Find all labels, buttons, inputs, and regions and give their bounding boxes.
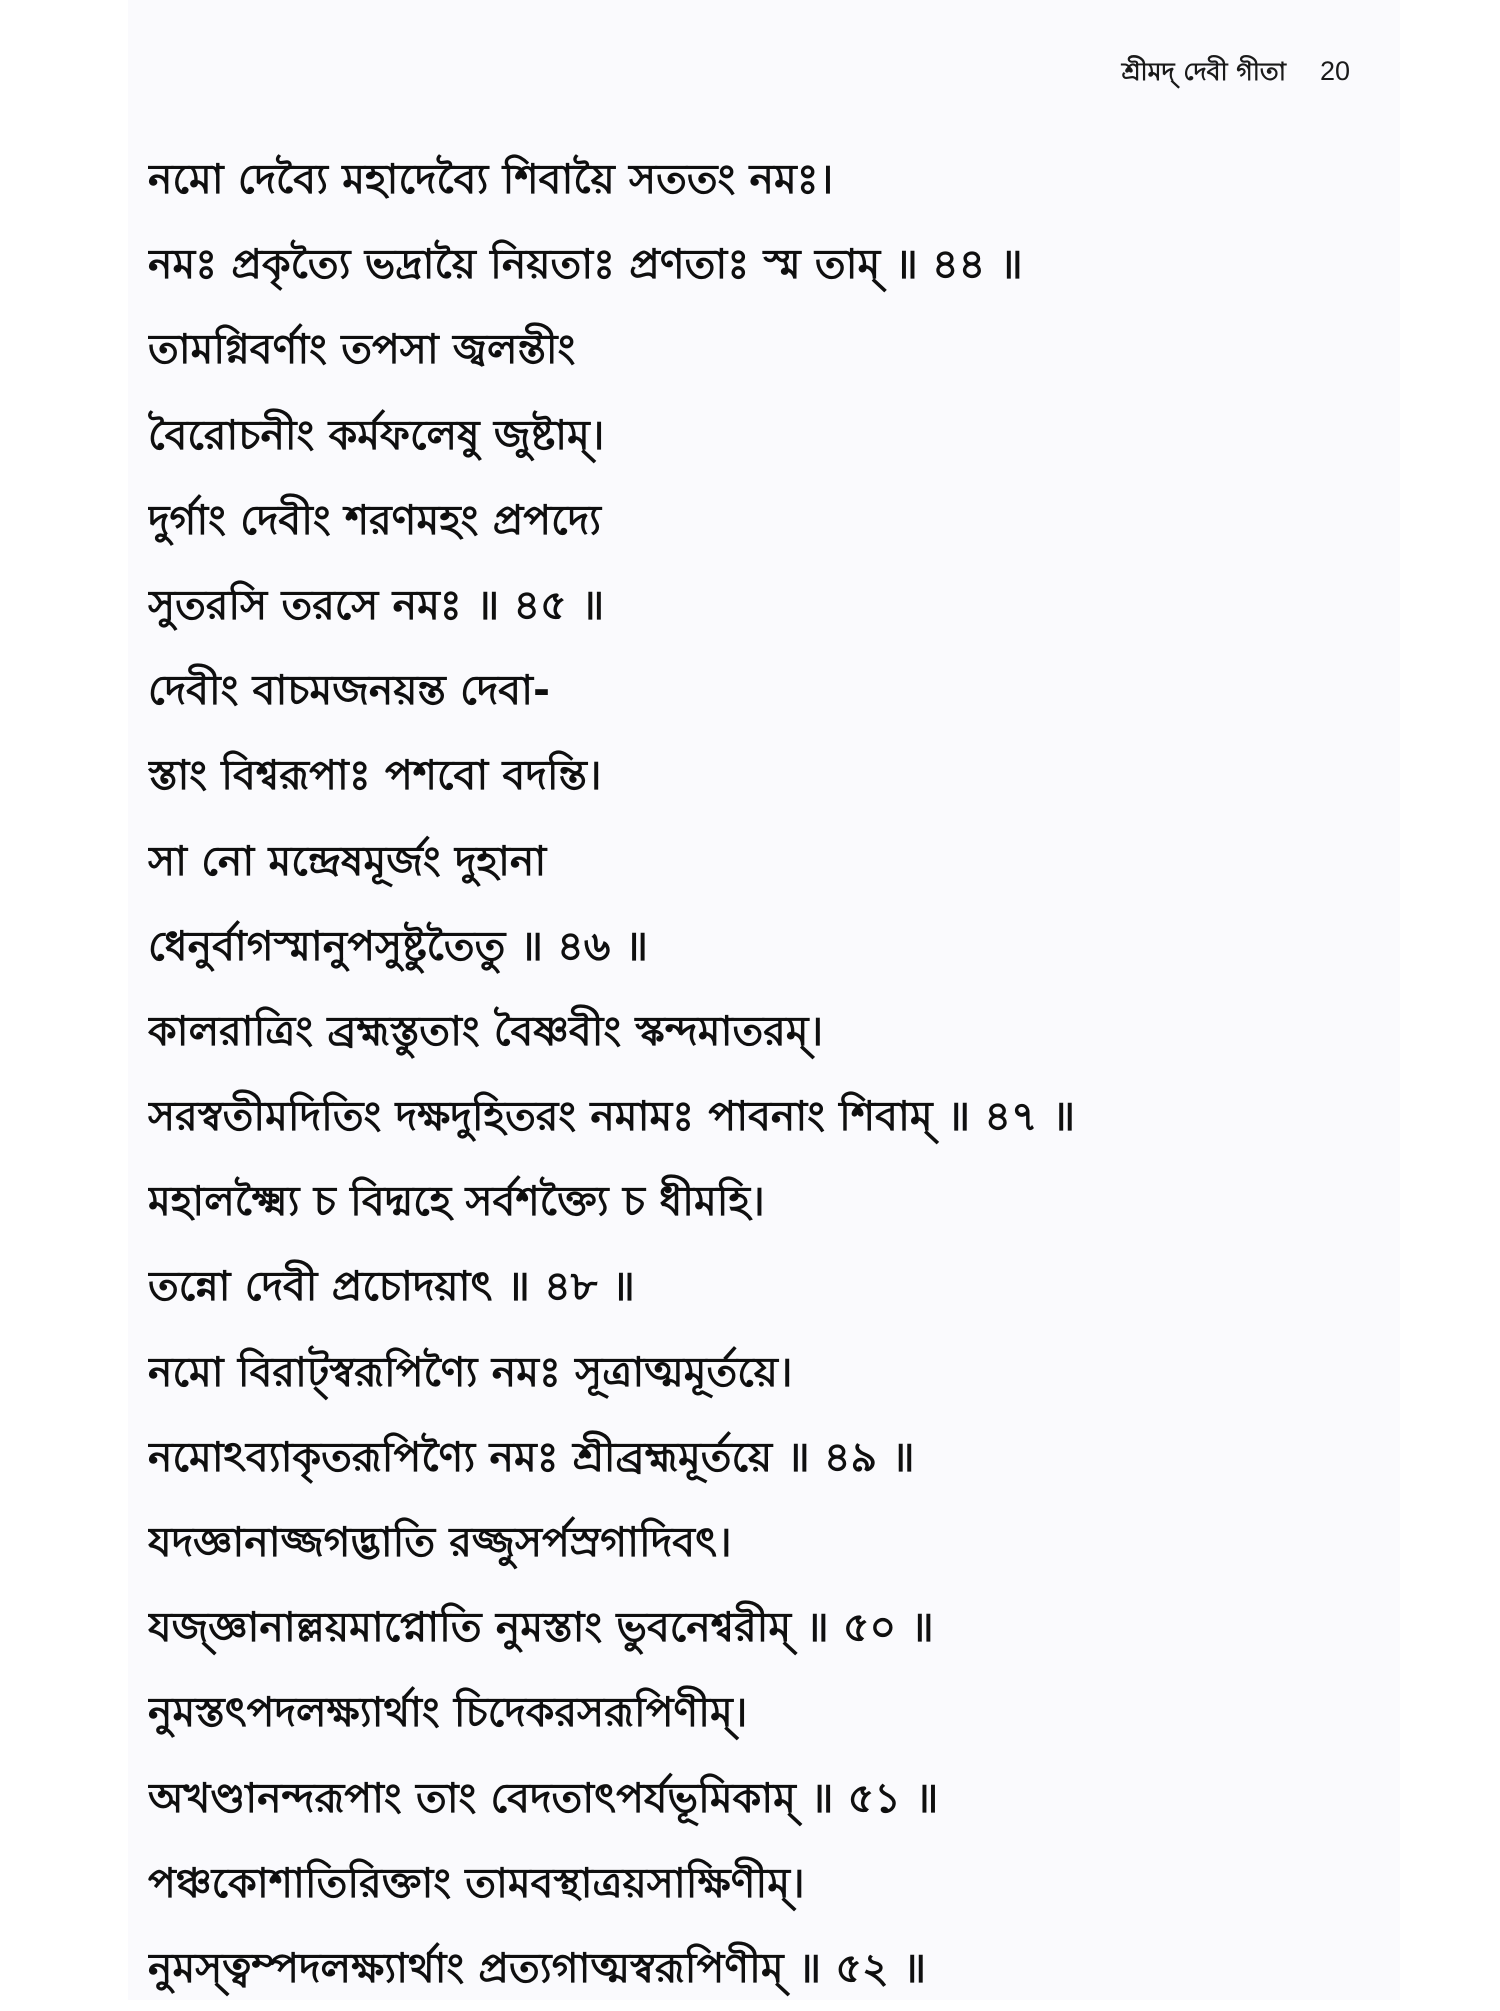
verse-line: তন্নো দেবী প্রচোদয়াৎ ॥ ৪৮ ॥ [148,1262,635,1311]
verse-line: নমো বিরাট্স্বরূপিণ্যৈ নমঃ সূত্রাত্মমূর্তয়ে। [148,1347,793,1396]
verse-line: বৈরোচনীং কর্মফলেষু জুষ্টাম্। [148,410,605,459]
verse-line: নমঃ প্রকৃত্যৈ ভদ্রায়ৈ নিয়তাঃ প্রণতাঃ স্ম তাম্ ॥ ৪৪ ॥ [148,240,1023,289]
verse-line: কালরাত্রিং ব্রহ্মস্তুতাং বৈষ্ণবীং স্কন্দমাতরম্। [148,1006,824,1055]
verse-list [148,137,1368,2011]
verse-line: নমোঽব্যাকৃতরূপিণ্যৈ নমঃ শ্রীব্রহ্মমূর্তয়ে ॥ ৪৯ ॥ [148,1432,915,1481]
left-margin [0,0,128,2000]
verse-line: যদজ্ঞানাজ্জগদ্ভাতি রজ্জুসর্পস্রগাদিবৎ। [148,1518,732,1566]
verse-line: অখণ্ডানন্দরূপাং তাং বেদতাৎপর্যভূমিকাম্ ॥ ৫১ ॥ [148,1773,939,1822]
page-number: 20 [1319,56,1350,86]
verse-line: স্তাং বিশ্বরূপাঃ পশবো বদন্তি। [148,751,602,800]
verse-line: নুমস্তৎপদলক্ষ্যার্থাং চিদেকরসরূপিণীম্। [148,1688,748,1737]
verse-line: মহালক্ষ্ম্যৈ চ বিদ্মহে সর্বশক্ত্যৈ চ ধীমহি। [148,1177,765,1226]
running-header [1122,52,1350,95]
verse-line: তামগ্নিবর্ণাং তপসা জ্বলন্তীং [148,325,576,374]
verse-line: সা নো মন্দ্রেষমূর্জং দুহানা [148,836,547,885]
verse-line: ধেনুর্বাগস্মানুপসুষ্টুতৈতু ॥ ৪৬ ॥ [148,921,648,970]
verse-line: সরস্বতীমদিতিং দক্ষদুহিতরং নমামঃ পাবনাং শিবাম্ ॥ ৪৭ ॥ [148,1092,1076,1141]
verse-line: নমো দেব্যৈ মহাদেব্যৈ শিবায়ৈ সততং নমঃ। [148,155,834,203]
verse-line: নুমস্ত্বম্পদলক্ষ্যার্থাং প্রত্যগাত্মস্বরূপিণীম্ ॥ ৫২ ॥ [148,1943,927,1992]
verse-line: দুর্গাং দেবীং শরণমহং প্রপদ্যে [148,495,602,544]
verse-line: যজ্জ্ঞানাল্লয়মাপ্নোতি নুমস্তাং ভুবনেশ্বরীম্ ॥ ৫০ ॥ [148,1603,934,1652]
right-margin [1400,0,1500,2000]
verse-line: সুতরসি তরসে নমঃ ॥ ৪৫ ॥ [148,580,605,629]
book-title: শ্রীমদ্ দেবী গীতা [1121,57,1286,86]
verse-line: পঞ্চকোশাতিরিক্তাং তামবস্থাত্রয়সাক্ষিণীম্। [148,1858,805,1907]
verse-line: দেবীং বাচমজনয়ন্ত দেবা- [148,666,550,715]
